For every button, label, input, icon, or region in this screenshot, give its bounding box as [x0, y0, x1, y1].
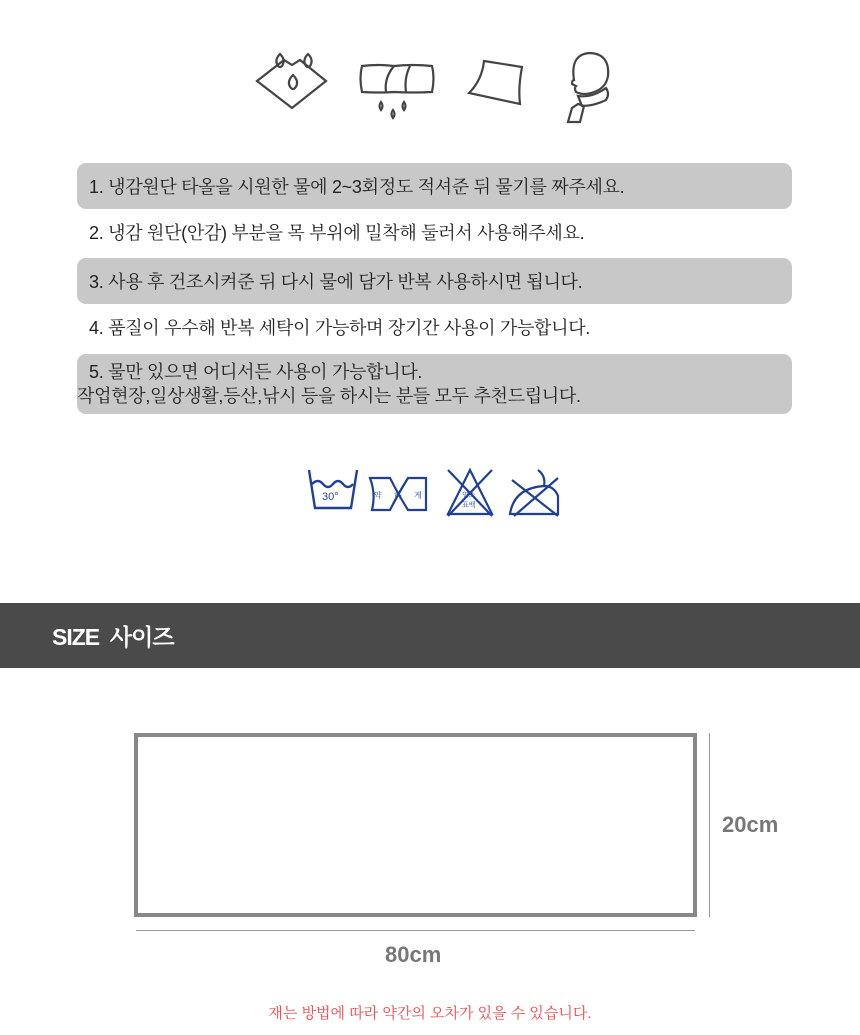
wring-label-1: 약 [374, 491, 382, 500]
height-dimension-line [709, 733, 710, 917]
instruction-3 [77, 258, 792, 304]
width-label: 80cm [385, 942, 442, 967]
instruction-text: 작업현장,일상생활,등산,낚시 등을 하시는 분들 모두 추천드립니다. [77, 386, 581, 406]
wash-temp-label: 30° [322, 491, 339, 503]
bleach-label-2: 표백 [462, 502, 476, 509]
width-dimension-line [136, 930, 695, 931]
bleach-label-1: 염소 [462, 492, 476, 499]
instruction-4 [77, 304, 792, 350]
instruction-text: 1. 냉감원단 타올을 시원한 물에 2~3회정도 적셔준 뒤 물기를 짜주세요. [89, 177, 625, 197]
instruction-text: 2. 냉감 원단(안감) 부분을 목 부위에 밀착해 둘러서 사용해주세요. [89, 223, 585, 243]
wet-towel-icon [254, 48, 330, 114]
instruction-5 [77, 354, 792, 414]
towel-sheet-icon [466, 58, 526, 108]
height-label: 20cm [722, 812, 779, 837]
instruction-1 [77, 163, 792, 209]
measurement-note: 재는 방법에 따라 약간의 오차가 있을 수 있습니다. [268, 1005, 592, 1022]
instruction-2 [77, 209, 792, 255]
towel-size-diagram [134, 733, 697, 917]
instruction-text: 5. 물만 있으면 어디서든 사용이 가능합니다. [89, 362, 423, 382]
no-iron-icon [508, 466, 562, 518]
wring-towel-icon [358, 62, 436, 120]
wring-label-3: 게 [414, 491, 422, 500]
neck-wrap-icon [564, 50, 616, 126]
wash-30-icon [307, 468, 359, 514]
hand-wring-icon [368, 474, 430, 514]
size-section-header [0, 603, 860, 668]
size-title: SIZE 사이즈 [52, 624, 174, 650]
instruction-text: 4. 품질이 우수해 반복 세탁이 가능하며 장기간 사용이 가능합니다. [89, 318, 591, 338]
no-bleach-icon [444, 466, 496, 518]
wring-label-2: 하 [394, 491, 402, 500]
instruction-text: 3. 사용 후 건조시켜준 뒤 다시 물에 담가 반복 사용하시면 됩니다. [89, 272, 583, 292]
